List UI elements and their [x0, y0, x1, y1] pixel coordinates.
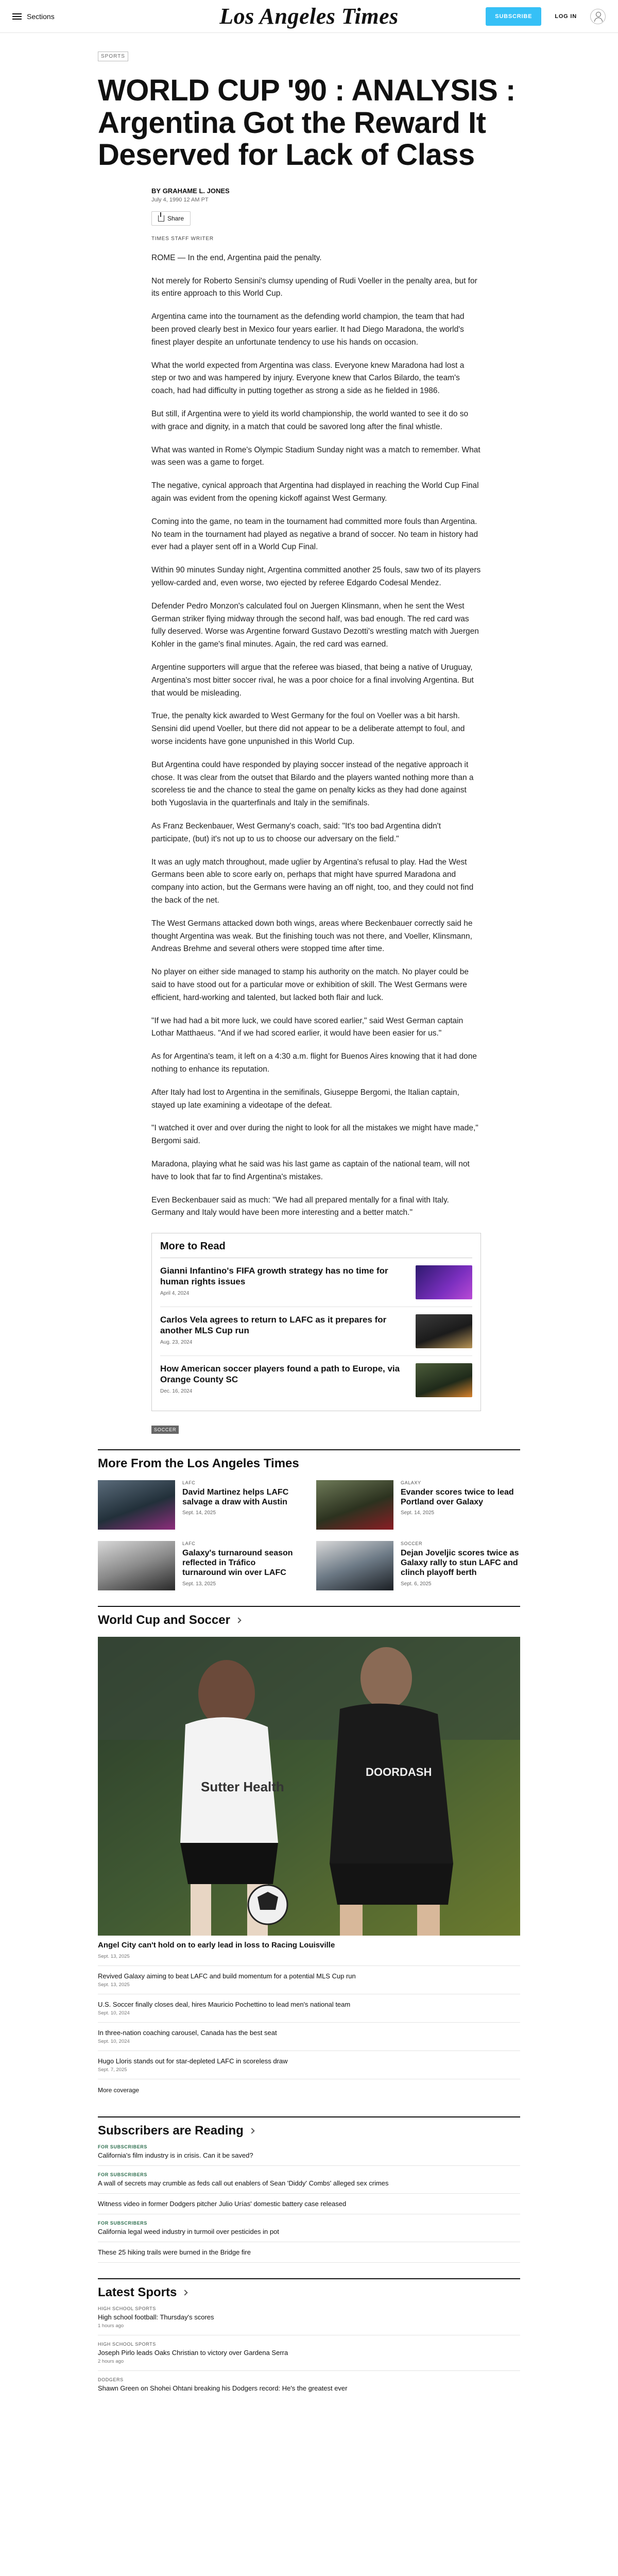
story-title[interactable]: Dejan Joveljic scores twice as Galaxy rally to stun LAFC and clinch playoff berth — [401, 1549, 519, 1578]
story-date: Sept. 6, 2025 — [401, 1581, 432, 1587]
list-item[interactable] — [98, 1994, 520, 2023]
site-logo[interactable]: Los Angeles Times — [219, 4, 399, 29]
subscribers-section — [98, 2116, 520, 2263]
hero-image[interactable] — [98, 1637, 520, 1936]
article-body — [151, 187, 481, 1434]
story-date: Sept. 13, 2025 — [182, 1581, 216, 1587]
share-button[interactable] — [151, 211, 191, 226]
story-title[interactable]: California legal weed industry in turmoil over pesticides in pot — [98, 2228, 279, 2236]
topic-tag[interactable]: SOCCER — [151, 1426, 179, 1434]
list-item[interactable] — [98, 2214, 520, 2242]
story-title[interactable]: Witness video in former Dodgers pitcher Julio Urías' domestic battery case released — [98, 2200, 347, 2208]
sections-menu-button[interactable] — [12, 12, 55, 21]
article-paragraph: "If we had had a bit more luck, we could have scored earlier," said West German captain Lothar Matthaeus. "And if we had scored earlier, it would have been easier for us." — [151, 1016, 464, 1038]
story-title[interactable]: Evander scores twice to lead Portland over Galaxy — [401, 1488, 514, 1507]
world-cup-section — [98, 1606, 520, 2101]
more-to-read-title: More to Read — [160, 1241, 472, 1258]
login-button[interactable]: LOG IN — [555, 13, 577, 20]
story-title[interactable]: In three-nation coaching carousel, Canada has the best seat — [98, 2029, 277, 2037]
story-date: 1 hours ago — [98, 2323, 124, 2329]
world-cup-title-text: World Cup and Soccer — [98, 1613, 230, 1628]
hero-photo — [98, 1637, 520, 1936]
article-paragraph: What was wanted in Rome's Olympic Stadium Sunday night was a match to remember. What was seen was a game to forget. — [151, 445, 480, 467]
article-paragraph: True, the penalty kick awarded to West Germany for the foul on Voeller was a bit harsh. Sensini did upend Voeller, but there did not appear to be a deliberate attempt to foul, and worse incidents have gone unpunished in this World Cup. — [151, 711, 465, 746]
hamburger-icon — [12, 13, 22, 20]
article-paragraphs — [151, 252, 481, 1219]
story-date: Sept. 10, 2024 — [98, 2039, 130, 2045]
story-thumbnail[interactable] — [416, 1363, 472, 1397]
list-item[interactable] — [98, 2138, 520, 2166]
story-tag[interactable]: LAFC — [182, 1541, 196, 1547]
story-title[interactable]: Gianni Infantino's FIFA growth strategy has no time for human rights issues — [160, 1266, 388, 1287]
latest-sports-title-text: Latest Sports — [98, 2285, 177, 2300]
list-item[interactable] — [98, 2371, 520, 2398]
list-item[interactable] — [98, 2194, 520, 2214]
list-item[interactable] — [316, 1541, 520, 1590]
story-title[interactable]: David Martinez helps LAFC salvage a draw with Austin — [182, 1488, 289, 1507]
story-date: Sept. 13, 2025 — [98, 1982, 130, 1988]
chevron-right-icon — [249, 2128, 254, 2133]
subscriber-kicker: FOR SUBSCRIBERS — [98, 2221, 148, 2226]
story-title[interactable]: Carlos Vela agrees to return to LAFC as it prepares for another MLS Cup run — [160, 1315, 387, 1336]
article-paragraph: The negative, cynical approach that Argentina had displayed in reaching the World Cup Final again was evident from the opening kickoff against West Germany. — [151, 481, 479, 503]
story-kicker[interactable]: HIGH SCHOOL SPORTS — [98, 2342, 156, 2347]
subscribers-title-text: Subscribers are Reading — [98, 2124, 244, 2138]
article-paragraph: As Franz Beckenbauer, West Germany's coach, said: "It's too bad Argentina didn't participate, (but) it's not up to us to choose our adversary on the field." — [151, 821, 441, 843]
jersey-sponsor-text: Sutter Health — [201, 1779, 284, 1795]
more-to-read-box — [151, 1233, 481, 1411]
list-item[interactable] — [98, 2051, 520, 2079]
article-headline: WORLD CUP '90 : ANALYSIS : Argentina Got the Reward It Deserved for Lack of Class — [98, 74, 516, 172]
story-date: Sept. 7, 2025 — [98, 2067, 127, 2073]
story-title[interactable]: U.S. Soccer finally closes deal, hires Mauricio Pochettino to lead men's national team — [98, 2001, 351, 2009]
article-paragraph: But Argentina could have responded by playing soccer instead of the negative approach it chose. It was clear from the outset that Bilardo and the players wanted nothing more than a scoreless tie and the chance to steal the game on penalty kicks as they had done against both Yugoslavia in the quarterfinals and Italy in the semifinals. — [151, 760, 474, 808]
article-paragraph: Within 90 minutes Sunday night, Argentina committed another 25 fouls, saw two of its players yellow-carded and, even worse, two ejected by referee Edgardo Codesal Mendez. — [151, 566, 481, 588]
byline — [151, 187, 481, 195]
list-item[interactable] — [160, 1356, 472, 1404]
story-date: 2 hours ago — [98, 2359, 124, 2365]
story-thumbnail[interactable] — [98, 1480, 175, 1530]
article-paragraph: Even Beckenbauer said as much: "We had all prepared mentally for a final with Italy. Germany and Italy would have been more interesting and a better match." — [151, 1195, 449, 1217]
list-item[interactable] — [98, 1541, 302, 1590]
story-title[interactable]: Galaxy's turnaround season reflected in Tráfico turnaround win over LAFC — [182, 1549, 293, 1578]
story-thumbnail[interactable] — [316, 1541, 393, 1590]
hero-caption[interactable]: Angel City can't hold on to early lead in loss to Racing Louisville — [98, 1941, 335, 1950]
story-kicker[interactable]: DODGERS — [98, 2377, 124, 2383]
story-title[interactable]: How American soccer players found a path to Europe, via Orange County SC — [160, 1364, 400, 1385]
story-title[interactable]: California's film industry is in crisis. Can it be saved? — [98, 2151, 253, 2160]
main-content — [98, 33, 520, 2398]
article-paragraph: "I watched it over and over during the night to look for all the mistakes we might have made," Bergomi said. — [151, 1124, 478, 1146]
article-paragraph: Defender Pedro Monzon's calculated foul on Juergen Klinsmann, when he sent the West German striker flying midway through the second half, was bad enough. The red card was fully deserved. Worse was Argentine forward Gustavo Dezotti's wrestling match with Juergen Kohler in the game's final minutes. Again, the red card was earned. — [151, 601, 479, 649]
story-date: Dec. 16, 2024 — [160, 1388, 193, 1394]
chevron-right-icon — [182, 2290, 188, 2295]
article-paragraph: Argentine supporters will argue that the referee was biased, that being a native of Uruguay, Argentina's most bitter soccer rival, he was a poor choice for a final involving Argentina. But that would be misleading. — [151, 663, 474, 698]
story-title[interactable]: Joseph Pirlo leads Oaks Christian to victory over Gardena Serra — [98, 2349, 288, 2357]
story-kicker[interactable]: HIGH SCHOOL SPORTS — [98, 2306, 156, 2312]
subscribe-button[interactable]: SUBSCRIBE — [486, 7, 541, 26]
story-date: Sept. 13, 2025 — [98, 1954, 130, 1960]
list-item[interactable] — [98, 2300, 520, 2335]
article-paragraph: No player on either side managed to stamp his authority on the match. No player could be said to have stood out for a particular move or exhibition of skill. The West Germans were efficient, hard-working and talented, but lacked both flair and luck. — [151, 968, 469, 1002]
subscribers-title[interactable] — [98, 2124, 520, 2138]
publish-date: July 4, 1990 12 AM PT — [151, 196, 209, 203]
article-paragraph: After Italy had lost to Argentina in the semifinals, Giuseppe Bergomi, the Italian captain, stayed up late examining a videotape of the defeat. — [151, 1088, 459, 1110]
story-title[interactable]: These 25 hiking trails were burned in the Bridge fire — [98, 2248, 251, 2257]
article-paragraph: What the world expected from Argentina was class. Everyone knew Maradona had lost a step or two and was hampered by injury. Everyone knew that Carlos Bilardo, the team's coach, had had difficulty in putting together as strong a side as he fielded in 1986. — [151, 361, 465, 396]
article-paragraph: Coming into the game, no team in the tournament had committed more fouls than Argentina. No team in the tournament had played as negative a brand of soccer. No team in history had ever had a player sent off in a World Cup Final. — [151, 517, 478, 552]
story-title[interactable]: A wall of secrets may crumble as feds call out enablers of Sean 'Diddy' Combs' alleged sex crimes — [98, 2179, 389, 2188]
story-date: Sept. 14, 2025 — [401, 1510, 435, 1516]
jersey-sponsor-text-2: DOORDASH — [366, 1766, 432, 1779]
list-item[interactable] — [160, 1307, 472, 1356]
share-icon — [158, 215, 164, 222]
chevron-right-icon — [235, 1617, 241, 1623]
article-paragraph: But still, if Argentina were to yield its world championship, the world wanted to see it do so with grace and dignity, in a match that could be savored long after the final whistle. — [151, 410, 469, 431]
latest-sports-section — [98, 2278, 520, 2398]
sections-label: Sections — [27, 12, 55, 21]
story-date: Sept. 10, 2024 — [98, 2010, 130, 2016]
story-thumbnail[interactable] — [316, 1480, 393, 1530]
story-thumbnail[interactable] — [416, 1314, 472, 1348]
header-actions — [486, 7, 606, 26]
story-tag[interactable]: GALAXY — [401, 1480, 421, 1486]
list-item[interactable] — [98, 2166, 520, 2194]
latest-sports-title[interactable] — [98, 2285, 520, 2300]
site-header — [0, 0, 618, 33]
list-item[interactable] — [160, 1258, 472, 1307]
article-paragraph: It was an ugly match throughout, made uglier by Argentina's refusal to play. Had the West Germans been able to score early on, perhaps that might have spurred Maradona and company into action, but the Germans were having an off night, too, and they could not find the back of the net. — [151, 857, 474, 905]
subscriber-kicker: FOR SUBSCRIBERS — [98, 2172, 148, 2178]
more-coverage-link[interactable]: More coverage — [98, 2087, 140, 2094]
staff-label: TIMES STAFF WRITER — [151, 235, 214, 242]
subscriber-kicker: FOR SUBSCRIBERS — [98, 2144, 148, 2150]
article-paragraph: The West Germans attacked down both wings, areas where Beckenbauer correctly said he thought Argentina was weak. But the finishing touch was not there, and Voeller, Klinsmann, Andreas Brehme and several others were stopped time after time. — [151, 919, 473, 954]
share-label: Share — [167, 214, 184, 222]
article-paragraph: ROME — In the end, Argentina paid the penalty. — [151, 253, 322, 262]
story-title[interactable]: Hugo Lloris stands out for star-depleted LAFC in scoreless draw — [98, 2057, 288, 2065]
story-title[interactable]: Revived Galaxy aiming to beat LAFC and build momentum for a potential MLS Cup run — [98, 1972, 356, 1980]
section-kicker[interactable]: SPORTS — [98, 52, 128, 61]
story-date: Sept. 14, 2025 — [182, 1510, 216, 1516]
hero-date-row — [98, 1950, 520, 1966]
story-date: April 4, 2024 — [160, 1290, 190, 1296]
list-item[interactable] — [98, 2023, 520, 2051]
user-account-icon[interactable] — [590, 9, 606, 24]
story-thumbnail[interactable] — [98, 1541, 175, 1590]
list-item[interactable] — [98, 1480, 302, 1530]
author-link[interactable]: GRAHAME L. JONES — [162, 187, 230, 195]
story-date: Aug. 23, 2024 — [160, 1339, 193, 1345]
more-from-section — [98, 1449, 520, 1590]
article-paragraph: Argentina came into the tournament as the defending world champion, the team that had been proved clearly best in Mexico four years earlier. It had Diego Maradona, the world's finest player despite an unfortunate tendency to use his hands on occasion. — [151, 312, 465, 347]
article-paragraph: As for Argentina's team, it left on a 4:30 a.m. flight for Buenos Aires knowing that it had done nothing to enhance its reputation. — [151, 1052, 477, 1074]
story-title[interactable]: Shawn Green on Shohei Ohtani breaking his Dodgers record: He's the greatest ever — [98, 2384, 348, 2393]
story-thumbnail[interactable] — [416, 1265, 472, 1299]
more-from-title: More From the Los Angeles Times — [98, 1456, 299, 1471]
byline-prefix: BY — [151, 187, 161, 195]
list-item[interactable] — [98, 1966, 520, 1994]
list-item[interactable] — [98, 2242, 520, 2263]
article-paragraph: Not merely for Roberto Sensini's clumsy upending of Rudi Voeller in the penalty area, but for its entire approach to this World Cup. — [151, 276, 477, 298]
world-cup-title[interactable] — [98, 1613, 520, 1628]
story-title[interactable]: High school football: Thursday's scores — [98, 2313, 214, 2321]
list-item[interactable] — [316, 1480, 520, 1530]
article-paragraph: Maradona, playing what he said was his last game as captain of the national team, will not have to look that far to find Argentina's mistakes. — [151, 1159, 470, 1181]
list-item[interactable] — [98, 2335, 520, 2371]
story-tag[interactable]: LAFC — [182, 1480, 196, 1486]
story-tag[interactable]: SOCCER — [401, 1541, 423, 1547]
